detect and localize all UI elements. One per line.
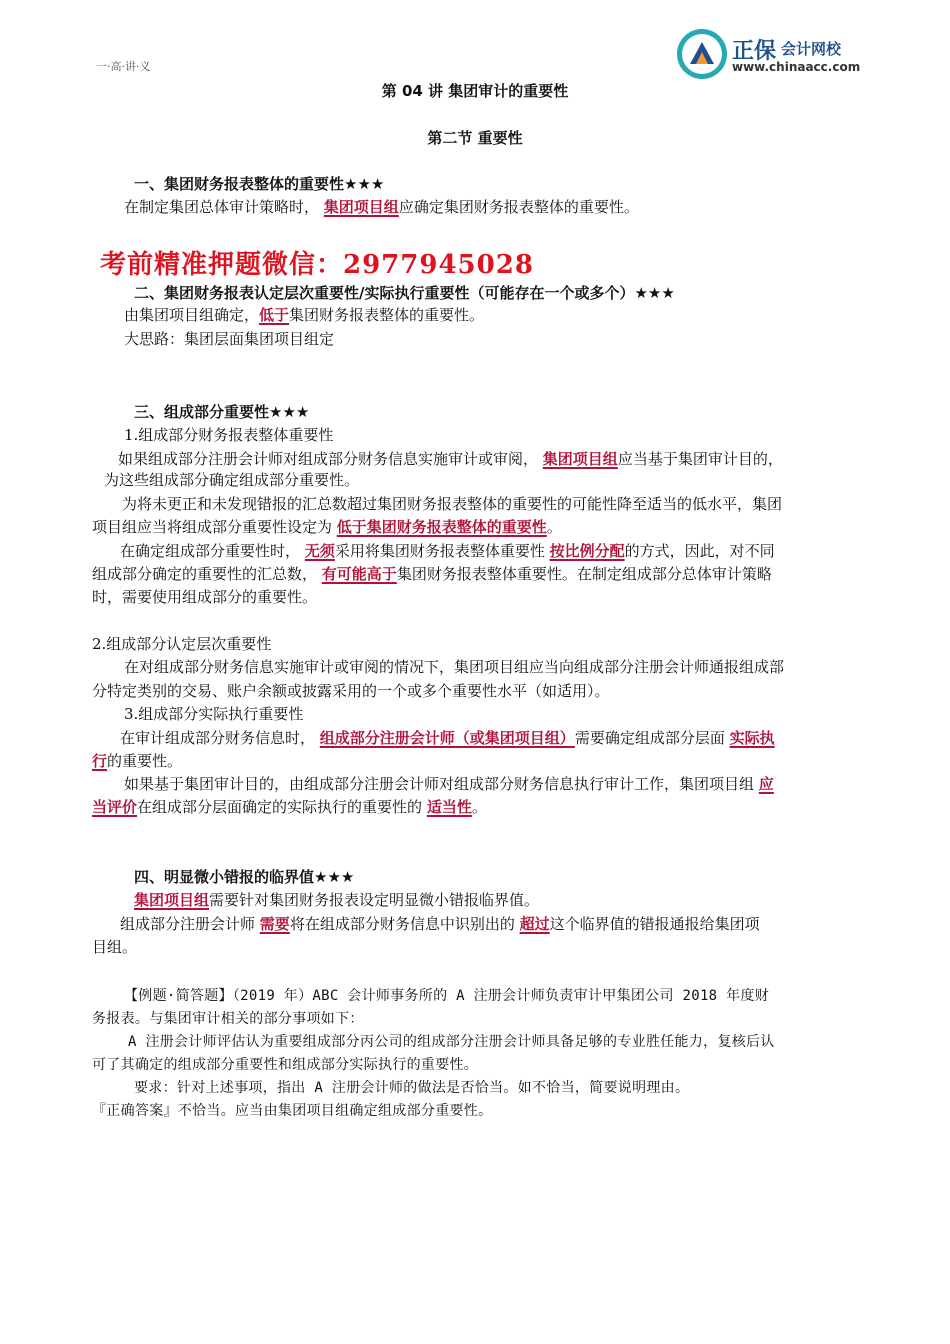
logo-brand-name: 正保: [732, 39, 777, 64]
keyword-highlight: 集团项目组: [134, 891, 210, 909]
paragraph: 组成部分确定的重要性的汇总数， 有可能高于集团财务报表整体重要性。在制定组成部分总体审计策略: [92, 565, 772, 583]
promo-banner: 考前精准押题微信：2977945028: [100, 250, 534, 280]
example-text: 务报表。与集团审计相关的部分事项如下：: [92, 1011, 364, 1027]
paragraph: 当评价在组成部分层面确定的实际执行的重要性的 适当性。: [92, 798, 487, 816]
section-title: 第二节 重要性: [427, 129, 523, 147]
keyword-highlight: 超过: [519, 915, 550, 933]
keyword-highlight: 按比例分配: [549, 542, 625, 560]
example-text: 可了其确定的组成部分重要性和组成部分实际执行的重要性。: [92, 1057, 479, 1073]
keyword-highlight: 应: [758, 775, 774, 793]
paragraph: 大思路：集团层面集团项目组定: [124, 330, 335, 348]
heading-component-materiality: 三、组成部分重要性★★★: [134, 403, 310, 421]
example-text: A 注册会计师评估认为重要组成部分丙公司的组成部分注册会计师具备足够的专业胜任能力，复核后认: [128, 1034, 775, 1050]
paragraph: 分特定类别的交易、账户余额或披露采用的一个或多个重要性水平（如适用）。: [92, 682, 610, 700]
keyword-highlight: 当评价: [92, 798, 138, 816]
paragraph: 如果基于集团审计目的，由组成部分注册会计师对组成部分财务信息执行审计工作，集团项目组 应: [124, 775, 774, 793]
paragraph: 组成部分注册会计师 需要将在组成部分财务信息中识别出的 超过这个临界值的错报通报给集团项: [120, 915, 760, 933]
keyword-highlight: 集团项目组: [542, 450, 618, 468]
keyword-highlight: 低于: [259, 306, 290, 324]
corner-header-text: 一·高·讲·义: [96, 60, 151, 73]
correct-answer: 『正确答案』不恰当。应当由集团项目组确定组成部分重要性。: [92, 1103, 493, 1119]
logo-url: www.chinaacc.com: [732, 60, 861, 74]
subheading: 2.组成部分认定层次重要性: [92, 635, 272, 653]
example-text: 要求：针对上述事项，指出 A 注册会计师的做法是否恰当。如不恰当，简要说明理由。: [134, 1080, 690, 1096]
keyword-highlight: 需要: [259, 915, 290, 933]
keyword-highlight: 组成部分注册会计师（或集团项目组）: [319, 729, 575, 747]
logo-icon: [676, 28, 728, 80]
keyword-highlight: 低于集团财务报表整体的重要性: [336, 518, 547, 536]
keyword-highlight: 无须: [304, 542, 335, 560]
keyword-highlight: 行: [92, 752, 108, 770]
paragraph: 为将未更正和未发现错报的汇总数超过集团财务报表整体的重要性的可能性降至适当的低水平，集团: [122, 495, 783, 513]
keyword-highlight: 集团项目组: [323, 198, 399, 216]
paragraph: 集团项目组需要针对集团财务报表设定明显微小错报临界值。: [134, 891, 540, 909]
subheading: 3.组成部分实际执行重要性: [124, 705, 304, 723]
lecture-title: 第 04 讲 集团审计的重要性: [381, 82, 569, 100]
example-text: 【例题·简答题】（2019 年）ABC 会计师事务所的 A 注册会计师负责审计甲集团公司 2018 年度财: [124, 988, 770, 1004]
paragraph: 为这些组成部分确定组成部分重要性。: [104, 471, 360, 489]
paragraph: 由集团项目组确定，低于集团财务报表整体的重要性。: [124, 306, 485, 324]
paragraph: 时，需要使用组成部分的重要性。: [92, 588, 318, 606]
paragraph: 在确定组成部分重要性时， 无须采用将集团财务报表整体重要性 按比例分配的方式，因此，对不同: [120, 542, 775, 560]
heading-assertion-materiality: 二、集团财务报表认定层次重要性/实际执行重要性（可能存在一个或多个）★★★: [134, 284, 675, 302]
paragraph: 在制定集团总体审计策略时， 集团项目组应确定集团财务报表整体的重要性。: [124, 198, 639, 216]
keyword-highlight: 实际执: [729, 729, 775, 747]
paragraph: 如果组成部分注册会计师对组成部分财务信息实施审计或审阅， 集团项目组应当基于集团审计目的，: [118, 450, 783, 468]
paragraph: 在审计组成部分财务信息时， 组成部分注册会计师（或集团项目组）需要确定组成部分层面 实际执: [120, 729, 775, 747]
heading-trivial-threshold: 四、明显微小错报的临界值★★★: [134, 868, 355, 886]
logo-subtitle: 会计网校: [781, 40, 842, 58]
subheading: 1.组成部分财务报表整体重要性: [124, 426, 334, 444]
paragraph: 目组。: [92, 938, 138, 956]
paragraph: 项目组应当将组成部分重要性设定为 低于集团财务报表整体的重要性。: [92, 518, 562, 536]
paragraph: 行的重要性。: [92, 752, 183, 770]
keyword-highlight: 适当性: [426, 798, 472, 816]
keyword-highlight: 有可能高于: [321, 565, 397, 583]
heading-group-materiality: 一、集团财务报表整体的重要性★★★: [134, 175, 385, 193]
paragraph: 在对组成部分财务信息实施审计或审阅的情况下，集团项目组应当向组成部分注册会计师通报组成部: [124, 658, 785, 676]
